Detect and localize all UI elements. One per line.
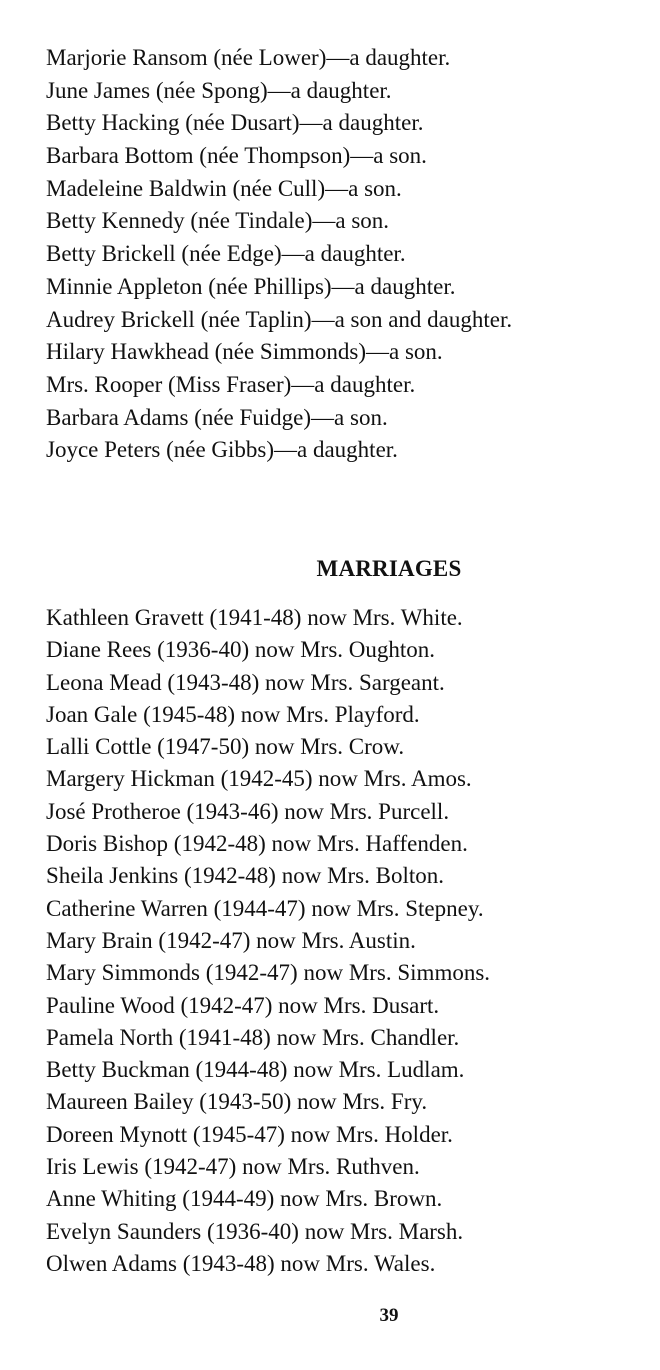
birth-entry: Betty Brickell (née Edge)—a daughter. — [46, 241, 406, 267]
marriage-entry: Anne Whiting (1944-49) now Mrs. Brown. — [46, 1186, 443, 1212]
birth-entry: June James (née Spong)—a daughter. — [46, 77, 392, 103]
marriage-entry: Evelyn Saunders (1936-40) now Mrs. Marsh. — [46, 1218, 464, 1244]
birth-entry: Marjorie Ransom (née Lower)—a daughter. — [46, 45, 451, 70]
marriage-entry: Iris Lewis (1942-47) now Mrs. Ruthven. — [46, 1154, 420, 1180]
marriage-entry: Betty Buckman (1944-48) now Mrs. Ludlam. — [46, 1057, 465, 1083]
marriage-entry: Mary Simmonds (1942-47) now Mrs. Simmons. — [46, 960, 491, 986]
marriage-entry: Leona Mead (1943-48) now Mrs. Sargeant. — [46, 669, 445, 695]
marriage-entry: Sheila Jenkins (1942-48) now Mrs. Bolton. — [46, 863, 445, 889]
birth-entry: Joyce Peters (née Gibbs)—a daughter. — [46, 437, 398, 463]
marriage-entry: Maureen Bailey (1943-50) now Mrs. Fry. — [46, 1089, 428, 1115]
birth-entry: Betty Kennedy (née Tindale)—a son. — [46, 208, 390, 234]
marriage-entry: Pamela North (1941-48) now Mrs. Chandler. — [46, 1024, 460, 1050]
marriages-heading: MARRIAGES — [316, 556, 462, 581]
marriage-entry: Margery Hickman (1942-45) now Mrs. Amos. — [46, 766, 472, 792]
birth-entry: Barbara Bottom (née Thompson)—a son. — [46, 143, 427, 169]
birth-entry: Minnie Appleton (née Phillips)—a daughter. — [46, 273, 456, 299]
birth-entry: Mrs. Rooper (Miss Fraser)—a daughter. — [46, 371, 416, 397]
marriage-entry: Catherine Warren (1944-47) now Mrs. Stepney. — [46, 895, 484, 921]
page-number: 39 — [379, 1305, 399, 1326]
birth-entry: Hilary Hawkhead (née Simmonds)—a son. — [46, 339, 443, 365]
marriage-entry: Mary Brain (1942-47) now Mrs. Austin. — [46, 927, 416, 953]
birth-entry: Barbara Adams (née Fuidge)—a son. — [46, 404, 388, 430]
marriage-entry: José Protheroe (1943-46) now Mrs. Purcell. — [46, 798, 450, 824]
marriage-entry: Pauline Wood (1942-47) now Mrs. Dusart. — [46, 992, 440, 1018]
marriage-entry: Doreen Mynott (1945-47) now Mrs. Holder. — [46, 1121, 453, 1147]
birth-entry: Audrey Brickell (née Taplin)—a son and daughter. — [46, 306, 513, 332]
marriage-entry: Lalli Cottle (1947-50) now Mrs. Crow. — [46, 734, 405, 760]
marriage-entry: Diane Rees (1936-40) now Mrs. Oughton. — [46, 637, 436, 663]
marriages-list — [46, 602, 490, 1280]
birth-entry: Betty Hacking (née Dusart)—a daughter. — [46, 110, 424, 136]
marriage-entry: Doris Bishop (1942-48) now Mrs. Haffenden. — [46, 831, 468, 857]
marriage-entry: Olwen Adams (1943-48) now Mrs. Wales. — [46, 1250, 436, 1276]
births-list — [46, 42, 512, 467]
marriage-entry: Joan Gale (1945-48) now Mrs. Playford. — [46, 701, 420, 727]
marriage-entry: Kathleen Gravett (1941-48) now Mrs. White. — [46, 605, 463, 630]
birth-entry: Madeleine Baldwin (née Cull)—a son. — [46, 175, 402, 201]
